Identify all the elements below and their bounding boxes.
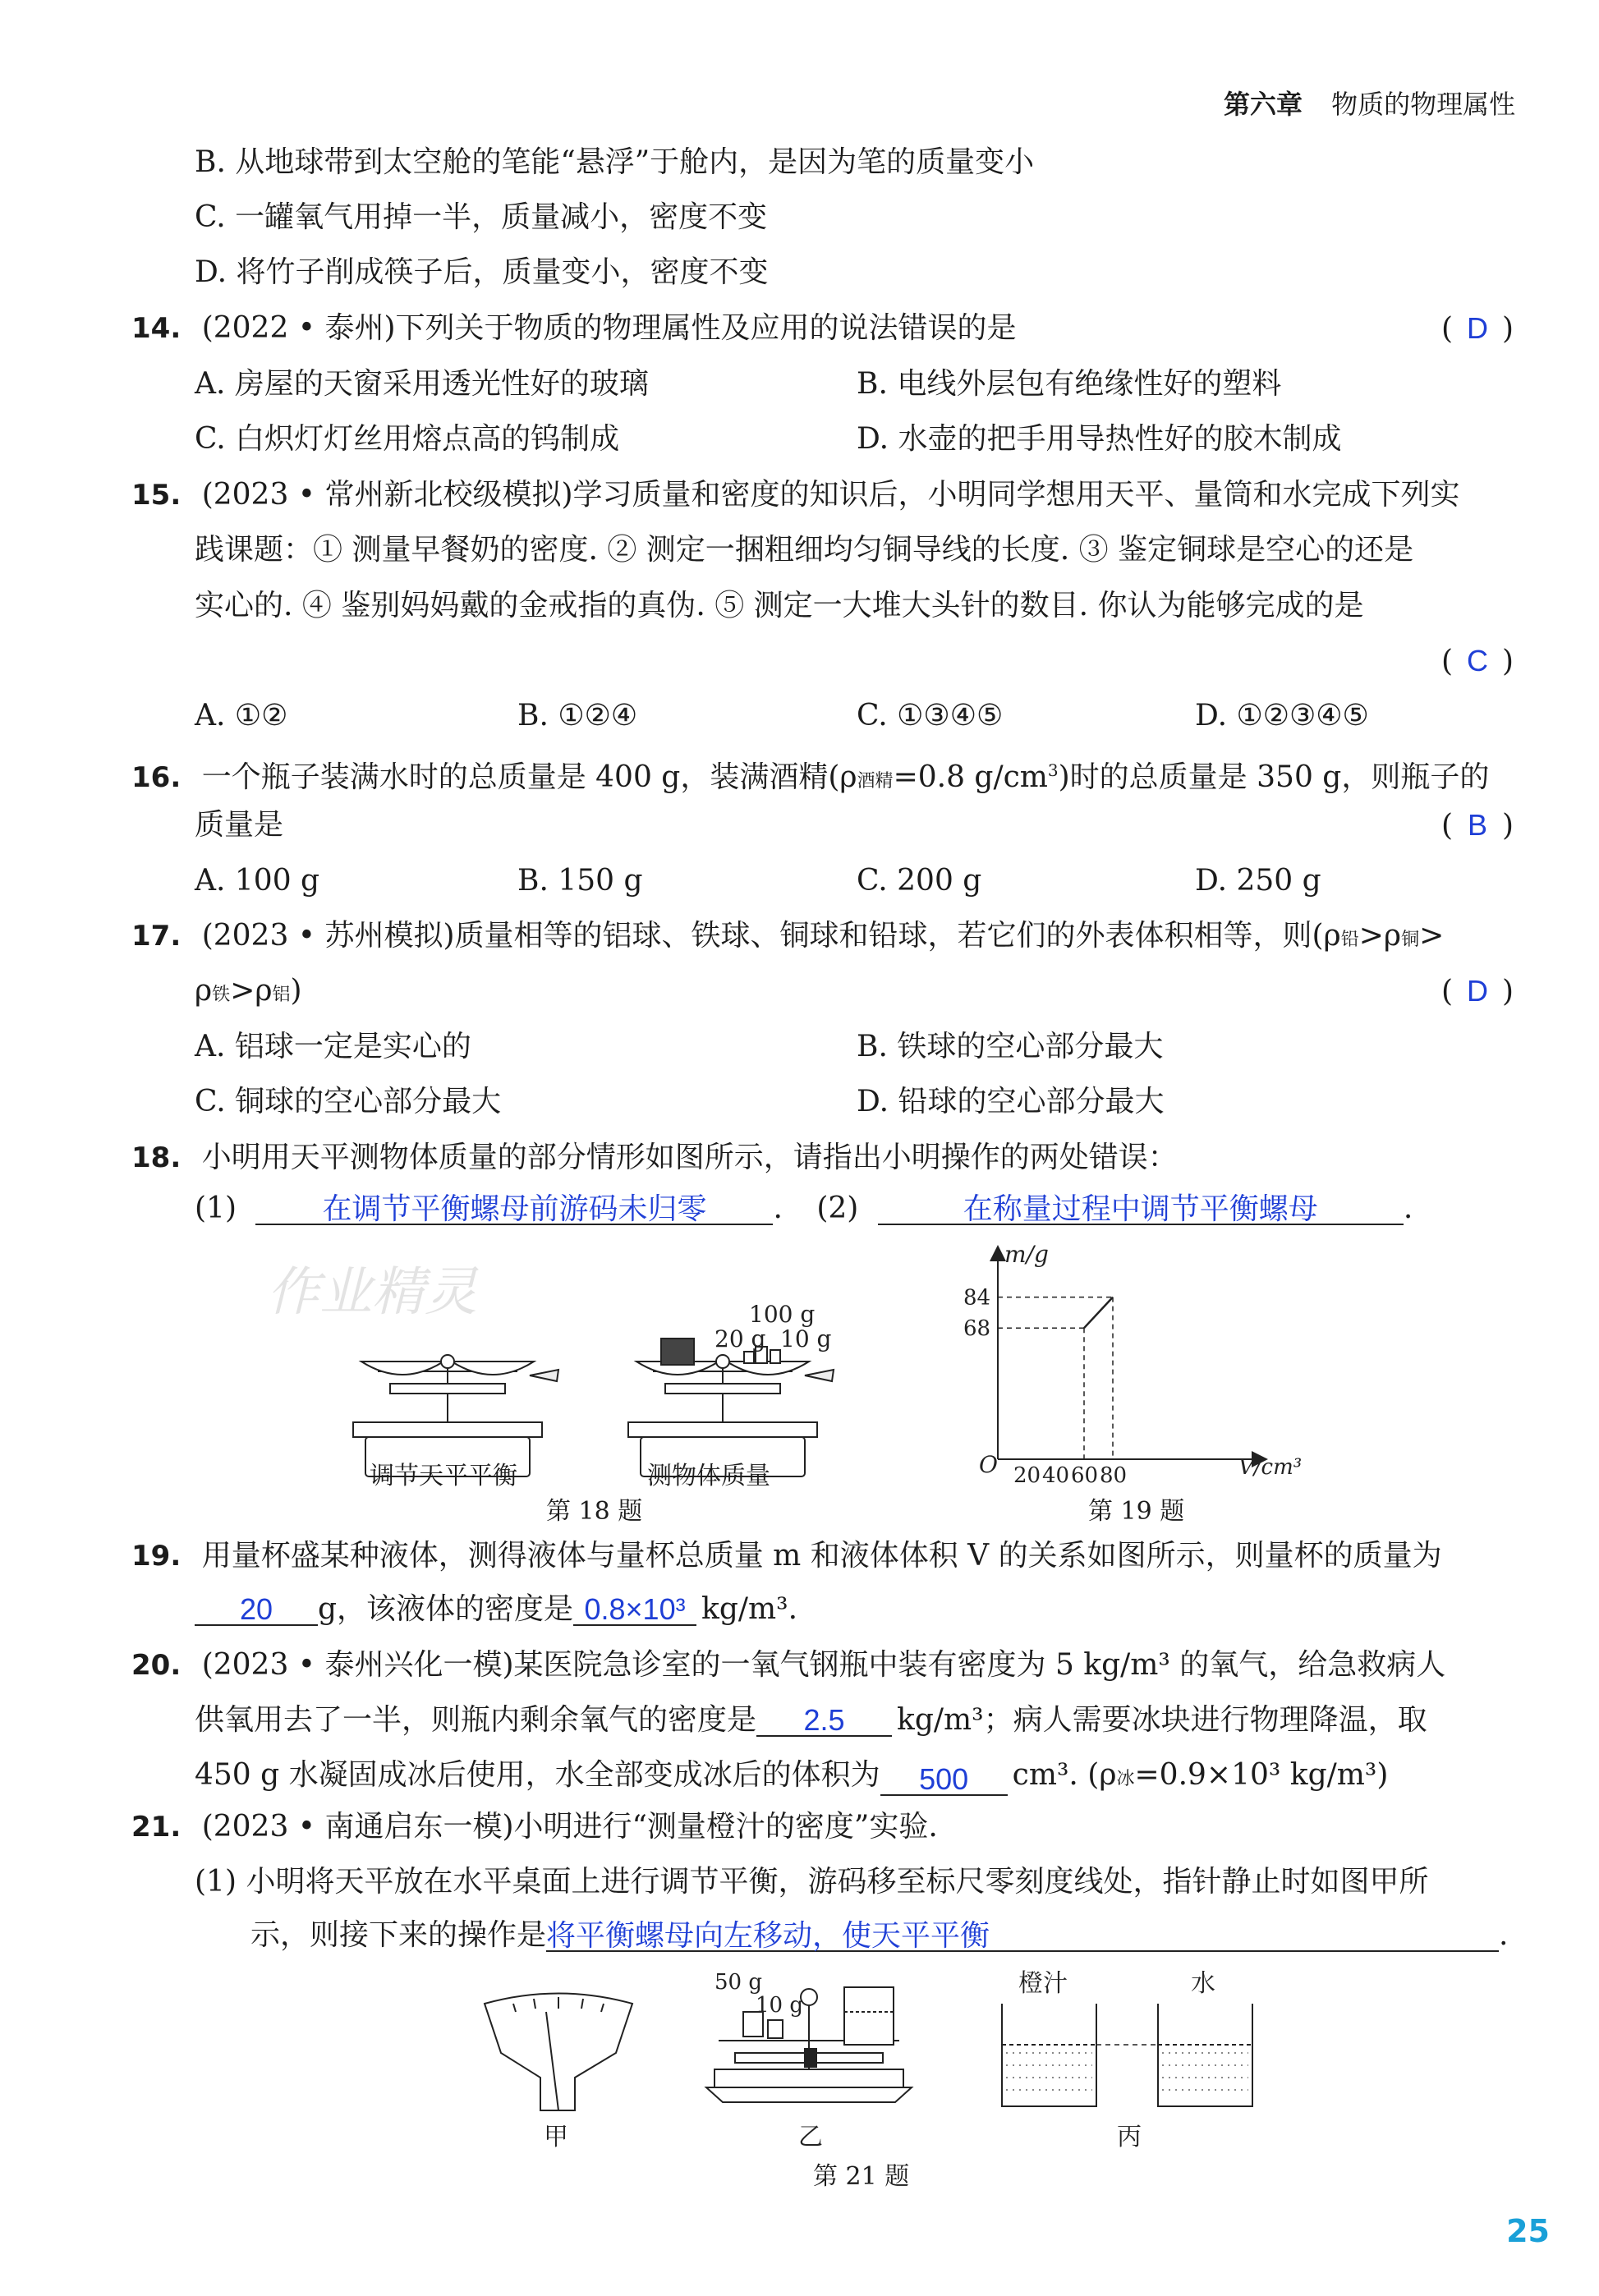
x-tick-label: 20 [1013, 1463, 1041, 1488]
q19-answer-2: 0.8×10³ [584, 1592, 686, 1626]
q13-option-b: B. 从地球带到太空舱的笔能“悬浮”于舱内，是因为笔的质量变小 [195, 145, 1035, 179]
weight-10g: 10 g [756, 1993, 803, 2018]
chapter-label: 第六章 [1224, 89, 1303, 120]
fig-label-jia: 甲 [544, 2123, 568, 2151]
q20-text-2a: 供氧用去了一半，则瓶内剩余氧气的密度是 [195, 1703, 757, 1737]
beaker-water [1158, 2004, 1252, 2106]
watermark: 作业精灵 [267, 1262, 477, 1323]
q16-line2: 质量是 [195, 808, 284, 842]
q17-option-b: B. 铁球的空心部分最大 [857, 1030, 1164, 1063]
q18-blank-1[interactable] [255, 1192, 773, 1225]
q17-option-d: D. 铅球的空心部分最大 [857, 1085, 1165, 1118]
q14-stem [131, 312, 1017, 345]
q15-option-c: C. ①③④⑤ [857, 699, 1004, 732]
q21-caption: 第 21 题 [813, 2162, 910, 2191]
q18-stem [131, 1141, 1178, 1174]
q18-answers: (1) 在调节平衡螺母前游码未归零 . (2) 在称量过程中调节平衡螺母 . [195, 1192, 1413, 1225]
y-tick-label: 68 [963, 1316, 991, 1342]
weight-50g: 50 g [714, 1970, 762, 1995]
q16-sub: 酒精 [857, 771, 894, 792]
q14-option-c: C. 白炽灯灯丝用熔点高的钨制成 [195, 422, 620, 456]
q17-answer: D [1467, 974, 1489, 1008]
q16-text-b: =0.8 g/cm [893, 760, 1048, 794]
q16-option-b: B. 150 g [517, 864, 643, 898]
q15-answer: C [1467, 644, 1489, 677]
q16-answer-paren: ( B ) [1441, 808, 1514, 843]
q20-text-3b: cm³. (ρ [1012, 1758, 1117, 1792]
x-tick-label: 60 [1071, 1463, 1099, 1488]
q17-line1 [131, 920, 1444, 957]
q15-text-1: (2023 • 常州新北校级模拟)学习质量和密度的知识后，小明同学想用天平、量筒和水完成下列实 [201, 478, 1460, 512]
q19-chart [944, 1236, 1330, 1499]
q16-text-a: 一个瓶子装满水时的总质量是 400 g，装满酒精(ρ [201, 760, 857, 794]
q17-option-c: C. 铜球的空心部分最大 [195, 1085, 502, 1118]
q18-part2-label: (2) [816, 1192, 859, 1225]
q14-option-d: D. 水壶的把手用导热性好的胶木制成 [857, 422, 1342, 456]
q15-option-b: B. ①②④ [517, 699, 638, 732]
q18-blank-2[interactable] [878, 1192, 1404, 1225]
page-number: 25 [1506, 2213, 1550, 2249]
q16-text-c: )时的总质量是 350 g，则瓶子的 [1058, 760, 1490, 794]
q18-text: 小明用天平测物体质量的部分情形如图所示，请指出小明操作的两处错误： [201, 1141, 1178, 1174]
q19-line2 [195, 1593, 797, 1626]
q19-line1 [131, 1540, 1442, 1573]
pointer-dial [485, 1994, 632, 2111]
q19-blank-1[interactable] [195, 1593, 318, 1626]
q20-line1 [131, 1649, 1445, 1682]
weight-100g: 100 g [749, 1301, 816, 1328]
data-line [1084, 1297, 1113, 1329]
q20-text-3c: =0.9×10³ kg/m³) [1134, 1758, 1389, 1792]
q16-sup: 3 [1047, 760, 1059, 780]
x-tick-label: 40 [1042, 1463, 1070, 1488]
q14-number: 14. [131, 312, 181, 345]
q20-answer-2: 500 [919, 1762, 969, 1796]
q15-option-d: D. ①②③④⑤ [1195, 699, 1369, 732]
q13-option-c: C. 一罐氧气用掉一半，质量减小，密度不变 [195, 200, 768, 234]
q21-part1-line2: 示，则接下来的操作是将平衡螺母向左移动，使天平平衡 . [250, 1918, 1509, 1952]
q19-answer-1: 20 [239, 1592, 273, 1626]
q17-answer-paren: ( D ) [1441, 974, 1514, 1008]
q14-option-b: B. 电线外层包有绝缘性好的塑料 [857, 367, 1282, 401]
q19-blank-2[interactable] [573, 1593, 696, 1626]
balance-juice [706, 1987, 912, 2102]
q16-line1 [131, 754, 1489, 798]
q15-line2: 践课题：① 测量早餐奶的密度. ② 测定一捆粗细均匀铜导线的长度. ③ 鉴定铜球是空心的还是 [195, 533, 1414, 567]
q17-option-a: A. 铝球一定是实心的 [195, 1030, 471, 1063]
q21-part1-text: 示，则接下来的操作是 [250, 1918, 547, 1952]
q15-option-a: A. ①② [195, 699, 288, 732]
q17-number: 17. [131, 920, 181, 953]
q14-option-a: A. 房屋的天窗采用透光性好的玻璃 [195, 367, 649, 401]
q18-left-label: 调节天平平衡 [370, 1462, 517, 1490]
q18-number: 18. [131, 1141, 181, 1174]
q16-option-d: D. 250 g [1195, 864, 1321, 898]
q17-text: (2023 • 苏州模拟)质量相等的铝球、铁球、铜球和铅球，若它们的外表体积相等，则(ρ [201, 919, 1341, 953]
q20-text-2b: kg/m³；病人需要冰块进行物理降温，取 [897, 1703, 1427, 1737]
q17-sub-iron: 铁 [212, 985, 231, 1005]
q21-blank[interactable] [546, 1919, 1499, 1952]
q17-line2 [195, 975, 302, 1012]
q18-answer-2: 在称量过程中调节平衡螺母 [963, 1192, 1318, 1225]
beaker-juice [1002, 2004, 1096, 2106]
q21-text: (2023 • 南通启东一模)小明进行“测量橙汁的密度”实验. [201, 1810, 938, 1844]
q17-mid-2: > [1419, 919, 1445, 953]
q20-line2 [195, 1704, 1427, 1737]
q15-line3: 实心的. ④ 鉴别妈妈戴的金戒指的真伪. ⑤ 测定一大堆大头针的数目. 你认为能够完成的是 [195, 589, 1364, 622]
weight-10g: 10 g [780, 1325, 832, 1352]
q14-answer-paren: ( D ) [1441, 311, 1514, 346]
q17-sub-lead: 铅 [1340, 930, 1359, 950]
q14-text: (2022 • 泰州)下列关于物质的物理属性及应用的说法错误的是 [201, 311, 1017, 345]
q18-part1-label: (1) [195, 1192, 237, 1225]
q20-line3 [195, 1759, 1388, 1796]
q20-answer-1: 2.5 [803, 1703, 845, 1737]
fig-label-yi: 乙 [798, 2123, 823, 2151]
q14-answer: D [1467, 311, 1489, 345]
q20-number: 20. [131, 1649, 181, 1682]
q21-stem [131, 1811, 938, 1844]
x-tick-label: 80 [1100, 1463, 1128, 1488]
q18-figure [246, 1240, 871, 1486]
q19-mid: g，该液体的密度是 [318, 1592, 574, 1626]
q16-option-a: A. 100 g [195, 864, 320, 898]
page-header [1224, 84, 1515, 122]
y-tick-label: 84 [963, 1285, 991, 1311]
chapter-title: 物质的物理属性 [1331, 89, 1516, 120]
origin-label: O [979, 1451, 998, 1478]
q17-mid-1: >ρ [1358, 919, 1402, 953]
q20-blank-1[interactable] [756, 1704, 892, 1737]
q17-rho-1: ρ [195, 974, 213, 1008]
weight-20g: 20 g [714, 1325, 766, 1352]
q15-answer-paren: ( C ) [1441, 644, 1514, 678]
q19-unit: kg/m³. [701, 1592, 798, 1626]
q20-text-1: (2023 • 泰州兴化一模)某医院急诊室的一氧气钢瓶中装有密度为 5 kg/m³ 的氧气，给急救病人 [201, 1648, 1446, 1682]
x-axis-label: V/cm³ [1238, 1455, 1303, 1480]
q21-number: 21. [131, 1811, 181, 1844]
q20-blank-2[interactable] [880, 1763, 1008, 1796]
q17-sub-al: 铝 [272, 985, 291, 1005]
q18-caption: 第 18 题 [546, 1497, 643, 1526]
q17-rho-2: >ρ [230, 974, 273, 1008]
q17-close: ) [290, 974, 302, 1008]
q19-caption: 第 19 题 [1088, 1497, 1185, 1526]
q19-text: 用量杯盛某种液体，测得液体与量杯总质量 m 和液体体积 V 的关系如图所示，则量杯的质量为 [201, 1539, 1442, 1573]
q21-part1-line1: (1) 小明将天平放在水平桌面上进行调节平衡，游码移至标尺零刻度线处，指针静止时如图甲所 [195, 1865, 1429, 1899]
q15-line1 [131, 479, 1460, 512]
fig-label-bing: 丙 [1117, 2123, 1142, 2151]
q17-sub-copper: 铜 [1401, 930, 1420, 950]
y-axis-label: m/g [1004, 1241, 1049, 1268]
q16-option-c: C. 200 g [857, 864, 982, 898]
q18-answer-1: 在调节平衡螺母前游码未归零 [322, 1192, 707, 1225]
q21-answer: 将平衡螺母向左移动，使天平平衡 [546, 1918, 990, 1952]
q20-sub: 冰 [1116, 1769, 1135, 1789]
label-water: 水 [1191, 1969, 1215, 1998]
q20-text-3a: 450 g 水凝固成冰后使用，水全部变成冰后的体积为 [195, 1758, 880, 1792]
q16-number: 16. [131, 761, 181, 794]
q13-option-d: D. 将竹子削成筷子后，质量变小，密度不变 [195, 255, 769, 289]
q15-number: 15. [131, 479, 181, 512]
q16-answer: B [1468, 808, 1488, 842]
label-juice: 橙汁 [1018, 1969, 1068, 1998]
q18-right-label: 测物体质量 [647, 1462, 770, 1490]
q19-number: 19. [131, 1540, 181, 1573]
q21-figure [468, 1963, 1289, 2160]
